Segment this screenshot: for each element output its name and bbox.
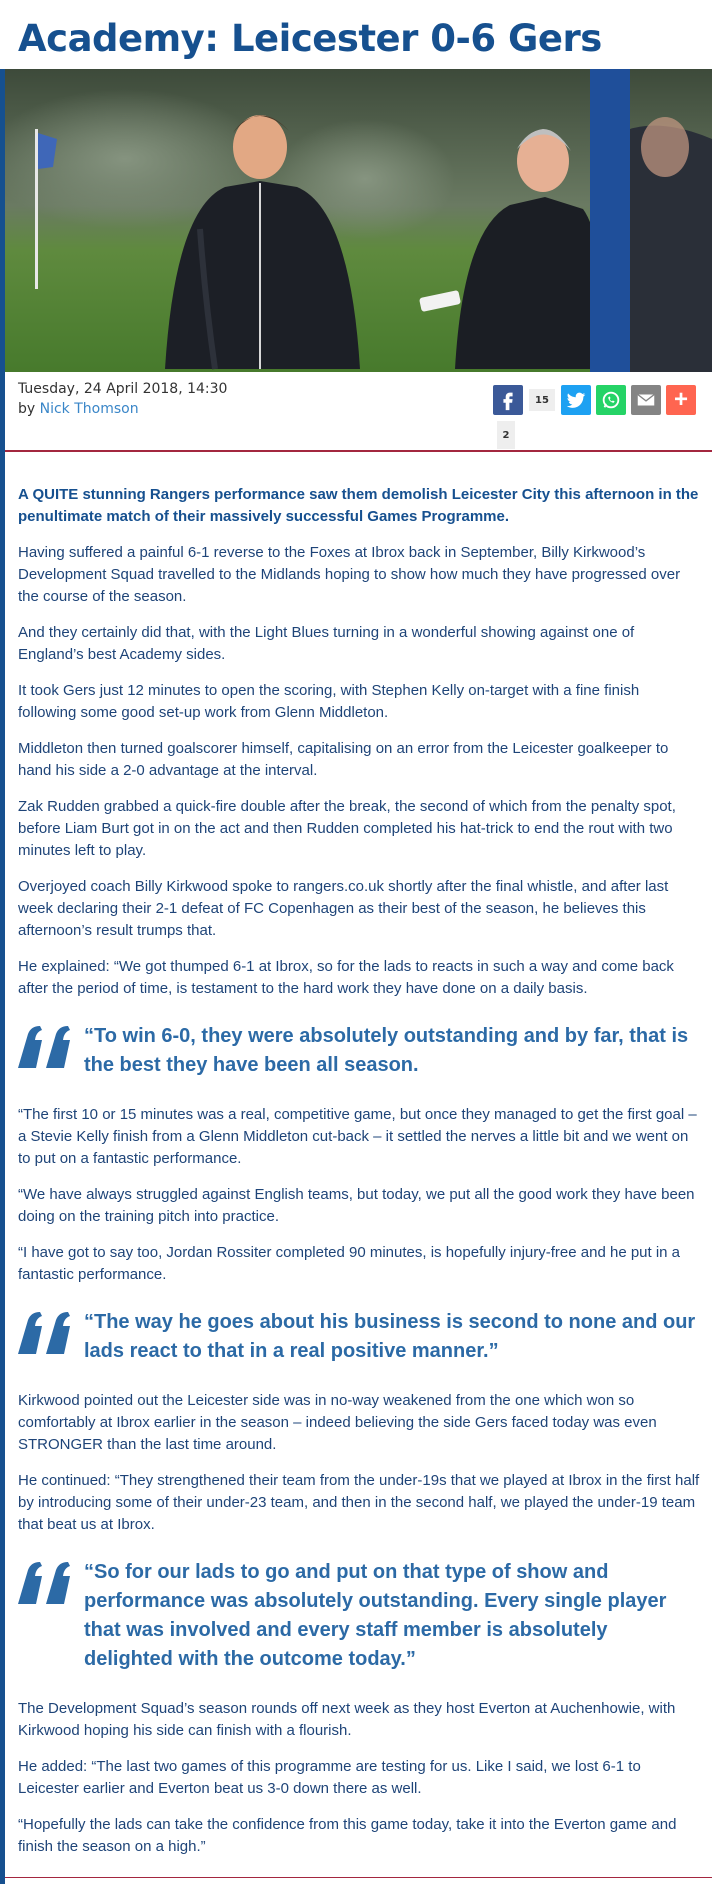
body-paragraph: Middleton then turned goalscorer himself, capitalising on an error from the Leicester goalkeeper to hand his side a 2-0 advantage at the interval. <box>18 740 669 779</box>
article-body <box>18 484 700 1872</box>
publish-date: Tuesday, 24 April 2018, 14:30 <box>18 381 228 397</box>
facebook-share-button[interactable] <box>493 385 523 415</box>
body-paragraph: Having suffered a painful 6-1 reverse to the Foxes at Ibrox back in September, Billy Kirkwood’s Development Squad travelled to the Midlands hoping to show how much they have progressed over the course of the season. <box>18 544 681 605</box>
pull-quote <box>18 1308 700 1366</box>
body-paragraph: Overjoyed coach Billy Kirkwood spoke to rangers.co.uk shortly after the final whistle, and after last week declaring their 2-1 defeat of FC Copenhagen as their best of the season, he believes this afternoon’s result trumps that. <box>18 878 669 939</box>
whatsapp-share-button[interactable] <box>596 385 626 415</box>
body-paragraph: It took Gers just 12 minutes to open the scoring, with Stephen Kelly on-target with a fine finish following some good set-up work from Glenn Middleton. <box>18 682 640 721</box>
twitter-share-button[interactable] <box>561 385 591 415</box>
email-icon <box>635 389 657 411</box>
body-paragraph: “We have always struggled against English teams, but today, we put all the good work they have been doing on the training pitch into practice. <box>18 1186 695 1225</box>
body-paragraph: He added: “The last two games of this programme are testing for us. Like I said, we lost 6-1 to Leicester earlier and Everton beat us 3-0 down there as well. <box>18 1758 641 1797</box>
footer-divider <box>5 1877 712 1878</box>
author-link[interactable]: Nick Thomson <box>39 401 139 417</box>
header-divider <box>5 450 712 452</box>
facebook-share-count: 15 <box>529 389 555 411</box>
body-paragraph: “Hopefully the lads can take the confidence from this game today, take it into the Everton game and finish the season on a high.” <box>18 1816 677 1855</box>
more-share-button[interactable] <box>666 385 696 415</box>
pull-quote <box>18 1022 700 1080</box>
whatsapp-icon <box>600 389 622 411</box>
pull-quote-text: “So for our lads to go and put on that type of show and performance was absolutely outstanding. Every single player that was involved and every staff member is absolutely delighted with the outcome today.” <box>84 1561 667 1670</box>
facebook-icon <box>497 389 519 411</box>
body-paragraph: “I have got to say too, Jordan Rossiter completed 90 minutes, is hopefully injury-free and he put in a fantastic performance. <box>18 1244 681 1283</box>
quote-mark-icon <box>18 1560 72 1604</box>
page-title: Academy: Leicester 0-6 Gers <box>18 17 602 60</box>
pull-quote-text: “The way he goes about his business is second to none and our lads react to that in a real positive manner.” <box>84 1311 696 1362</box>
body-paragraph: He explained: “We got thumped 6-1 at Ibrox, so for the lads to reacts in such a way and come back after the period of time, is testament to the hard work they have done on a daily basis. <box>18 958 674 997</box>
email-share-button[interactable] <box>631 385 661 415</box>
body-paragraph: He continued: “They strengthened their team from the under-19s that we played at Ibrox in the first half by introducing some of their under-23 team, and then in the second half, we played the under-19 team that beat us at Ibrox. <box>18 1472 700 1533</box>
more-share-count: 2 <box>497 421 515 449</box>
body-paragraph: And they certainly did that, with the Light Blues turning in a wonderful showing against one of England’s best Academy sides. <box>18 624 635 663</box>
body-paragraph: “The first 10 or 15 minutes was a real, competitive game, but once they managed to get the first goal – a Stevie Kelly finish from a Glenn Middleton cut-back – it settled the nerves a little bit and we went on to put on a fantastic performance. <box>18 1106 697 1167</box>
twitter-icon <box>565 389 587 411</box>
byline-label: by <box>18 401 36 417</box>
body-paragraph: Zak Rudden grabbed a quick-fire double after the break, the second of which from the penalty spot, before Liam Burt got in on the act and then Rudden completed his hat-trick to end the rout with two minutes left to play. <box>18 798 676 859</box>
lead-paragraph: A QUITE stunning Rangers performance saw them demolish Leicester City this afternoon in the penultimate match of their massively successful Games Programme. <box>18 486 699 525</box>
body-paragraph: Kirkwood pointed out the Leicester side was in no-way weakened from the one which won so comfortably at Ibrox earlier in the season – indeed believing the side Gers faced today was even STRONGER than the last time around. <box>18 1392 657 1453</box>
plus-icon: + <box>673 386 688 413</box>
pull-quote-text: “To win 6-0, they were absolutely outstanding and by far, that is the best they have been all season. <box>84 1025 689 1076</box>
byline <box>18 401 139 417</box>
quote-mark-icon <box>18 1310 72 1354</box>
hero-image <box>5 69 712 372</box>
quote-mark-icon <box>18 1024 72 1068</box>
pull-quote <box>18 1558 700 1674</box>
body-paragraph: The Development Squad’s season rounds off next week as they host Everton at Auchenhowie, with Kirkwood hoping his side can finish with a flourish. <box>18 1700 676 1739</box>
